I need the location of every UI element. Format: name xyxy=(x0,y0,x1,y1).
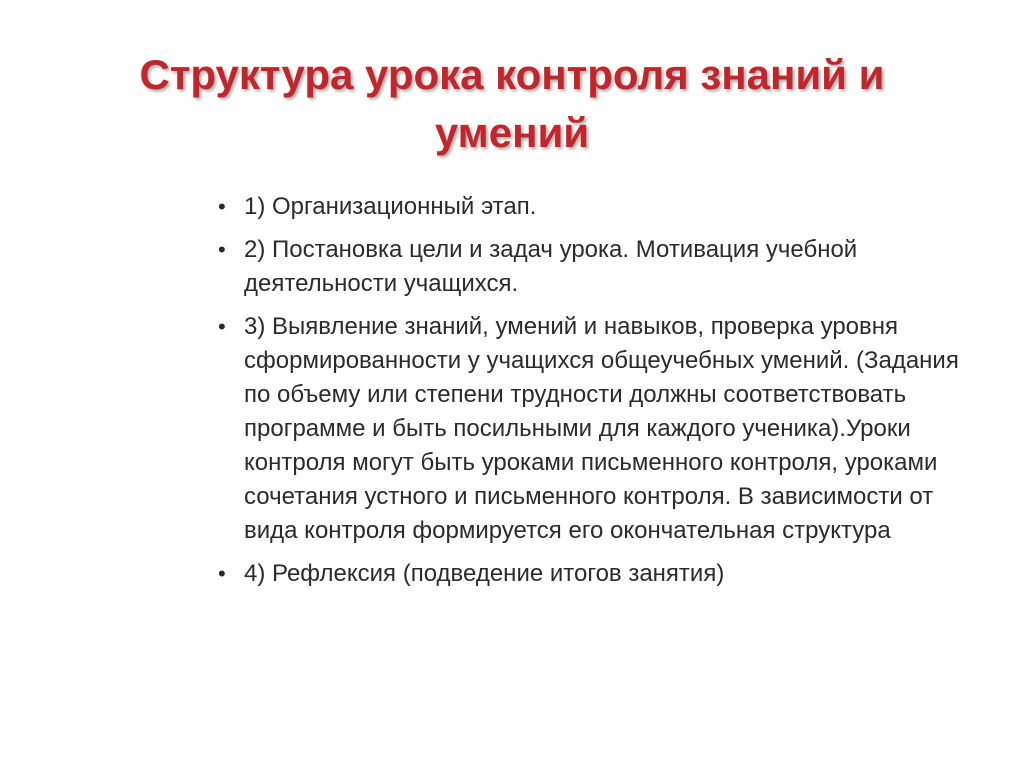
bullet-item-3 xyxy=(210,310,970,548)
bullet-dot-icon: • xyxy=(218,314,226,339)
bullet-text: 4) Рефлексия (подведение итогов занятия) xyxy=(244,560,725,587)
bullet-dot-icon: • xyxy=(218,194,226,219)
bullet-dot-icon: • xyxy=(218,561,226,586)
bullet-dot-icon: • xyxy=(218,237,226,262)
bullet-item-2 xyxy=(210,233,970,301)
bullet-list xyxy=(210,190,970,600)
bullet-text: 2) Постановка цели и задач урока. Мотивация учебной деятельности учащихся. xyxy=(244,236,858,297)
slide-title: Структура урока контроля знаний и умений xyxy=(139,51,885,156)
bullet-text: 1) Организационный этап. xyxy=(244,193,537,220)
bullet-item-4 xyxy=(210,557,970,591)
bullet-text: 3) Выявление знаний, умений и навыков, проверка уровня сформированности у учащихся общеучебных умений. (Задания по объему или степени трудности должны соответствовать программе и быть посильными для каждого ученика).Уроки контроля могут быть уроками письменного контроля, уроками сочетания устного и письменного контроля. В зависимости от вида контроля формируется его окончательная структура xyxy=(244,313,959,544)
bullet-item-1 xyxy=(210,190,970,224)
